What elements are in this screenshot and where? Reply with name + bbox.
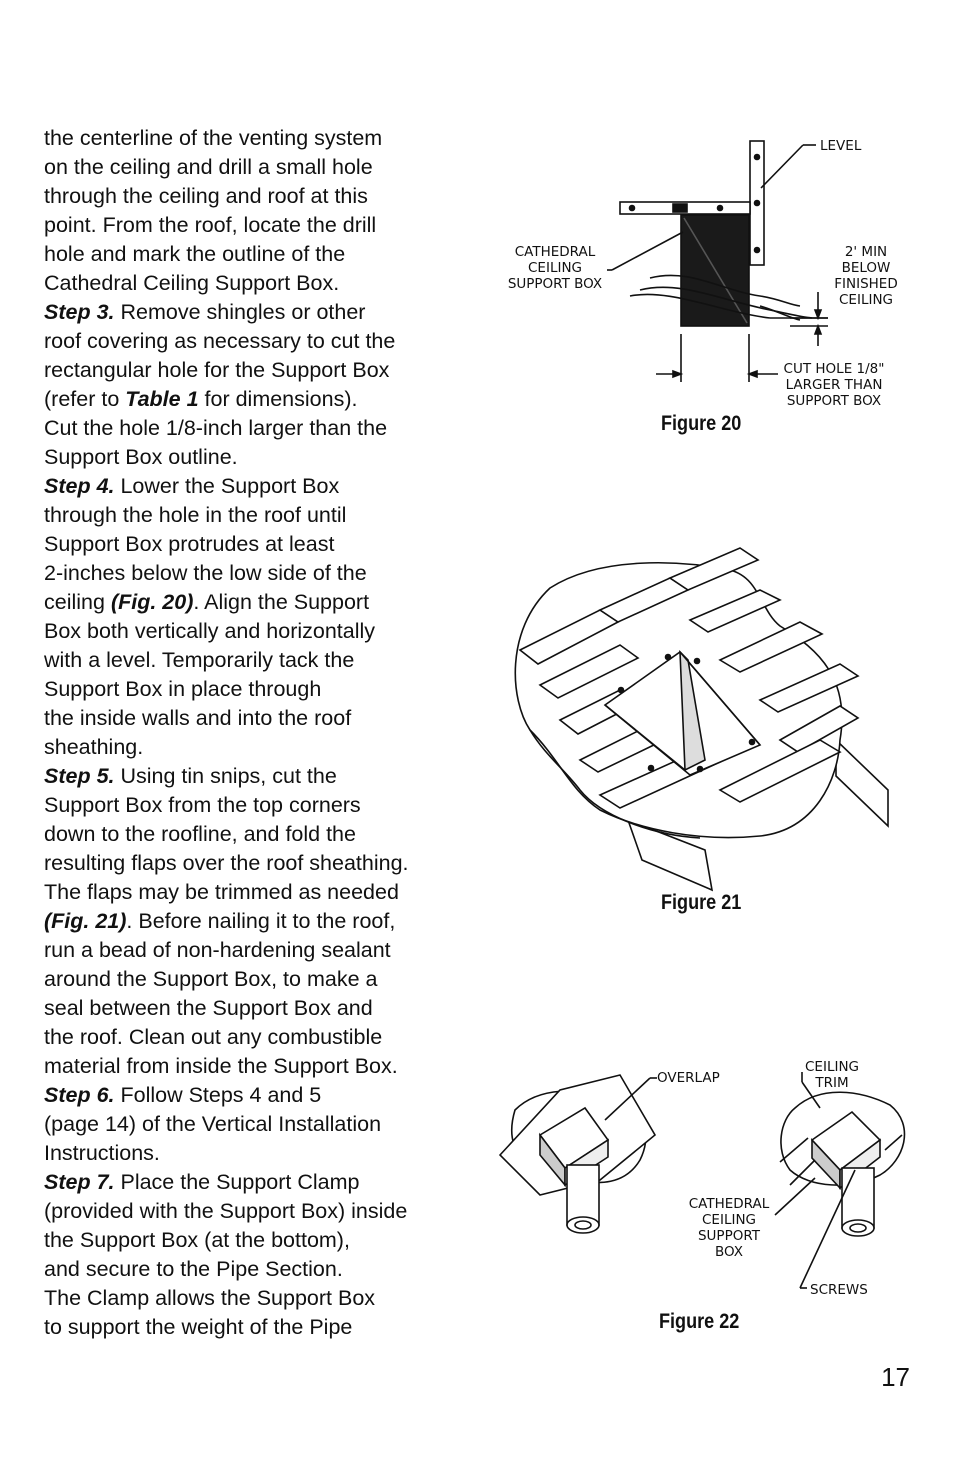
fig22-label-ceiling-trim: [800, 1059, 864, 1091]
label-line: SUPPORT BOX: [507, 276, 603, 292]
label-line: LARGER THAN: [785, 377, 883, 393]
label-line: TRIM: [815, 1075, 849, 1091]
text-segment: Using tin snips, cut the: [114, 764, 337, 788]
label-line: CATHEDRAL: [514, 244, 596, 260]
text-segment: Cathedral Ceiling Support Box.: [44, 271, 340, 295]
text-segment: ceiling: [44, 590, 111, 614]
label-line: CATHEDRAL: [688, 1196, 770, 1212]
text-segment: material from inside the Support Box.: [44, 1054, 398, 1078]
label-line: 2' MIN: [844, 244, 888, 260]
text-segment: Support Box protrudes at least: [44, 532, 335, 556]
step-heading: Step 5.: [44, 764, 115, 788]
text-segment: Support Box in place through: [44, 677, 322, 701]
text-segment: Cut the hole 1/8-inch larger than the: [44, 416, 388, 440]
step-heading: Step 4.: [44, 474, 115, 498]
text-segment: The Clamp allows the Support Box: [44, 1286, 376, 1310]
text-segment: (refer to: [44, 387, 126, 411]
text-segment: resulting flaps over the roof sheathing.: [44, 851, 409, 875]
fig21-caption: Figure 21: [661, 891, 742, 914]
fig20-label-level: LEVEL: [820, 138, 862, 154]
text-segment: . Align the Support: [193, 590, 370, 614]
text-segment: Lower the Support Box: [114, 474, 340, 498]
text-segment: roof covering as necessary to cut the: [44, 329, 396, 353]
label-line: FINISHED: [834, 276, 898, 292]
page-number: 17: [881, 1362, 910, 1392]
text-segment: . Before nailing it to the roof,: [126, 909, 396, 933]
fig22-label-overlap: OVERLAP: [657, 1070, 720, 1086]
label-line: CEILING: [702, 1212, 756, 1228]
text-segment: 2-inches below the low side of the: [44, 561, 367, 585]
figure-reference: (Fig. 21): [44, 909, 127, 933]
text-segment: sheathing.: [44, 735, 144, 759]
text-segment: through the ceiling and roof at this: [44, 184, 368, 208]
label-line: BELOW: [841, 260, 891, 276]
label-line: CEILING: [805, 1059, 859, 1075]
fig22-label-screws: SCREWS: [810, 1282, 868, 1298]
text-segment: Support Box from the top corners: [44, 793, 361, 817]
label-line: SUPPORT BOX: [786, 393, 882, 409]
text-segment: through the hole in the roof until: [44, 503, 347, 527]
label-line: BOX: [714, 1244, 744, 1260]
label-line: CUT HOLE 1/8": [783, 361, 885, 377]
text-segment: Place the Support Clamp: [114, 1170, 360, 1194]
label-line: CEILING: [528, 260, 582, 276]
text-segment: with a level. Temporarily tack the: [44, 648, 355, 672]
figure-reference: Table 1: [125, 387, 199, 411]
text-segment: to support the weight of the Pipe: [44, 1315, 353, 1339]
text-segment: Support Box outline.: [44, 445, 238, 469]
fig22-label-support-box: [682, 1196, 776, 1260]
step-heading: Step 7.: [44, 1170, 115, 1194]
text-segment: for dimensions).: [198, 387, 358, 411]
text-segment: on the ceiling and drill a small hole: [44, 155, 373, 179]
text-segment: and secure to the Pipe Section.: [44, 1257, 343, 1281]
text-segment: around the Support Box, to make a: [44, 967, 378, 991]
text-segment: rectangular hole for the Support Box: [44, 358, 390, 382]
text-segment: Instructions.: [44, 1141, 160, 1165]
text-segment: hole and mark the outline of the: [44, 242, 346, 266]
text-segment: seal between the Support Box and: [44, 996, 373, 1020]
text-segment: Box both vertically and horizontally: [44, 619, 376, 643]
text-segment: Follow Steps 4 and 5: [114, 1083, 322, 1107]
label-line: CEILING: [839, 292, 893, 308]
fig22-caption: Figure 22: [659, 1310, 740, 1333]
label-line: SUPPORT: [697, 1228, 760, 1244]
text-segment: (page 14) of the Vertical Installation: [44, 1112, 382, 1136]
fig20-caption: Figure 20: [661, 412, 742, 435]
text-segment: the roof. Clean out any combustible: [44, 1025, 383, 1049]
text-segment: point. From the roof, locate the drill: [44, 213, 377, 237]
text-segment: (provided with the Support Box) inside: [44, 1199, 408, 1223]
text-segment: the inside walls and into the roof: [44, 706, 352, 730]
text-segment: the centerline of the venting system: [44, 126, 383, 150]
step-heading: Step 6.: [44, 1083, 115, 1107]
text-segment: Remove shingles or other: [114, 300, 366, 324]
step-heading: Step 3.: [44, 300, 115, 324]
text-segment: down to the roofline, and fold the: [44, 822, 356, 846]
text-segment: run a bead of non-hardening sealant: [44, 938, 391, 962]
text-segment: The flaps may be trimmed as needed: [44, 880, 399, 904]
figure-reference: (Fig. 20): [110, 590, 194, 614]
text-segment: the Support Box (at the bottom),: [44, 1228, 350, 1252]
